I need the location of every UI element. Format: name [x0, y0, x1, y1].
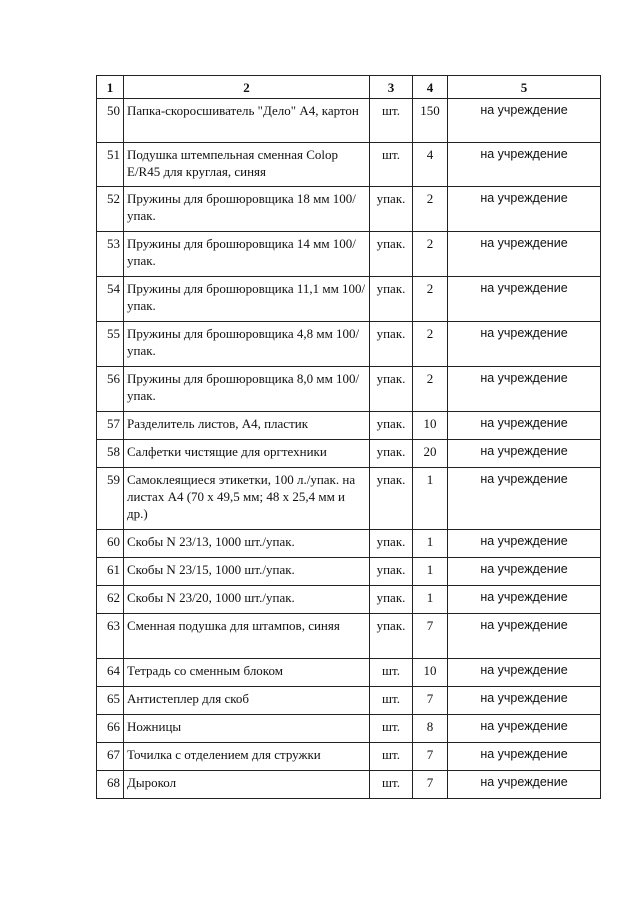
column-header-5: 5 — [448, 76, 601, 99]
item-quantity: 1 — [413, 468, 448, 530]
item-destination: на учреждение — [448, 558, 601, 586]
item-unit: упак. — [370, 468, 413, 530]
item-name: Скобы N 23/13, 1000 шт./упак. — [124, 530, 370, 558]
table-row — [97, 232, 601, 277]
item-quantity: 2 — [413, 277, 448, 322]
item-name: Точилка с отделением для стружки — [124, 743, 370, 771]
item-name: Скобы N 23/20, 1000 шт./упак. — [124, 586, 370, 614]
item-unit: упак. — [370, 322, 413, 367]
table-row — [97, 187, 601, 232]
item-destination: на учреждение — [448, 412, 601, 440]
item-destination: на учреждение — [448, 187, 601, 232]
item-unit: шт. — [370, 715, 413, 743]
item-quantity: 1 — [413, 586, 448, 614]
row-number: 54 — [97, 277, 124, 322]
row-number: 60 — [97, 530, 124, 558]
row-number: 65 — [97, 687, 124, 715]
item-quantity: 7 — [413, 687, 448, 715]
table-row — [97, 659, 601, 687]
column-header-4: 4 — [413, 76, 448, 99]
table-header — [97, 76, 601, 99]
row-number: 52 — [97, 187, 124, 232]
item-name: Ножницы — [124, 715, 370, 743]
row-number: 66 — [97, 715, 124, 743]
item-quantity: 8 — [413, 715, 448, 743]
table-row — [97, 687, 601, 715]
item-unit: упак. — [370, 277, 413, 322]
item-name: Дырокол — [124, 771, 370, 799]
row-number: 59 — [97, 468, 124, 530]
item-unit: упак. — [370, 558, 413, 586]
item-quantity: 1 — [413, 558, 448, 586]
table-row — [97, 277, 601, 322]
item-unit: упак. — [370, 187, 413, 232]
item-unit: упак. — [370, 614, 413, 659]
item-destination: на учреждение — [448, 277, 601, 322]
item-quantity: 10 — [413, 412, 448, 440]
item-unit: шт. — [370, 743, 413, 771]
item-destination: на учреждение — [448, 771, 601, 799]
row-number: 58 — [97, 440, 124, 468]
item-destination: на учреждение — [448, 715, 601, 743]
item-destination: на учреждение — [448, 743, 601, 771]
item-name: Тетрадь со сменным блоком — [124, 659, 370, 687]
item-name: Сменная подушка для штампов, синяя — [124, 614, 370, 659]
table-row — [97, 322, 601, 367]
item-destination: на учреждение — [448, 468, 601, 530]
item-quantity: 150 — [413, 99, 448, 143]
item-quantity: 7 — [413, 771, 448, 799]
item-unit: упак. — [370, 586, 413, 614]
item-destination: на учреждение — [448, 586, 601, 614]
table-row — [97, 530, 601, 558]
table-row — [97, 743, 601, 771]
row-number: 53 — [97, 232, 124, 277]
item-quantity: 4 — [413, 143, 448, 187]
item-unit: упак. — [370, 232, 413, 277]
row-number: 56 — [97, 367, 124, 412]
item-quantity: 1 — [413, 530, 448, 558]
item-name: Пружины для брошюровщика 14 мм 100/упак. — [124, 232, 370, 277]
item-destination: на учреждение — [448, 530, 601, 558]
table-row — [97, 440, 601, 468]
table-row — [97, 586, 601, 614]
table-body — [97, 99, 601, 799]
item-unit: шт. — [370, 99, 413, 143]
table-row — [97, 558, 601, 586]
supplies-table — [96, 75, 601, 799]
item-unit: упак. — [370, 412, 413, 440]
row-number: 55 — [97, 322, 124, 367]
row-number: 51 — [97, 143, 124, 187]
table-row — [97, 614, 601, 659]
item-name: Пружины для брошюровщика 11,1 мм 100/упак. — [124, 277, 370, 322]
item-quantity: 2 — [413, 232, 448, 277]
row-number: 62 — [97, 586, 124, 614]
item-unit: шт. — [370, 143, 413, 187]
table-row — [97, 412, 601, 440]
table-row — [97, 468, 601, 530]
table-row — [97, 715, 601, 743]
row-number: 50 — [97, 99, 124, 143]
table-row — [97, 143, 601, 187]
item-quantity: 20 — [413, 440, 448, 468]
item-unit: шт. — [370, 659, 413, 687]
item-name: Самоклеящиеся этикетки, 100 л./упак. на листах А4 (70 х 49,5 мм; 48 х 25,4 мм и др.) — [124, 468, 370, 530]
item-destination: на учреждение — [448, 687, 601, 715]
row-number: 64 — [97, 659, 124, 687]
item-name: Пружины для брошюровщика 8,0 мм 100/упак. — [124, 367, 370, 412]
item-quantity: 2 — [413, 367, 448, 412]
item-unit: шт. — [370, 687, 413, 715]
item-destination: на учреждение — [448, 232, 601, 277]
table-row — [97, 771, 601, 799]
item-destination: на учреждение — [448, 367, 601, 412]
item-quantity: 2 — [413, 322, 448, 367]
row-number: 63 — [97, 614, 124, 659]
row-number: 57 — [97, 412, 124, 440]
item-quantity: 7 — [413, 743, 448, 771]
item-destination: на учреждение — [448, 99, 601, 143]
item-destination: на учреждение — [448, 143, 601, 187]
item-unit: упак. — [370, 530, 413, 558]
column-header-3: 3 — [370, 76, 413, 99]
row-number: 68 — [97, 771, 124, 799]
item-name: Салфетки чистящие для оргтехники — [124, 440, 370, 468]
item-name: Антистеплер для скоб — [124, 687, 370, 715]
item-quantity: 10 — [413, 659, 448, 687]
item-destination: на учреждение — [448, 440, 601, 468]
item-name: Подушка штемпельная сменная Colop E/R45 для круглая, синяя — [124, 143, 370, 187]
item-destination: на учреждение — [448, 614, 601, 659]
item-destination: на учреждение — [448, 322, 601, 367]
header-row — [97, 76, 601, 99]
column-header-2: 2 — [124, 76, 370, 99]
item-quantity: 7 — [413, 614, 448, 659]
item-unit: упак. — [370, 440, 413, 468]
item-quantity: 2 — [413, 187, 448, 232]
row-number: 67 — [97, 743, 124, 771]
table-row — [97, 99, 601, 143]
column-header-1: 1 — [97, 76, 124, 99]
table-row — [97, 367, 601, 412]
item-name: Разделитель листов, А4, пластик — [124, 412, 370, 440]
item-unit: упак. — [370, 367, 413, 412]
row-number: 61 — [97, 558, 124, 586]
item-name: Пружины для брошюровщика 18 мм 100/упак. — [124, 187, 370, 232]
item-name: Пружины для брошюровщика 4,8 мм 100/упак. — [124, 322, 370, 367]
item-unit: шт. — [370, 771, 413, 799]
item-destination: на учреждение — [448, 659, 601, 687]
item-name: Скобы N 23/15, 1000 шт./упак. — [124, 558, 370, 586]
item-name: Папка-скоросшиватель "Дело" А4, картон — [124, 99, 370, 143]
